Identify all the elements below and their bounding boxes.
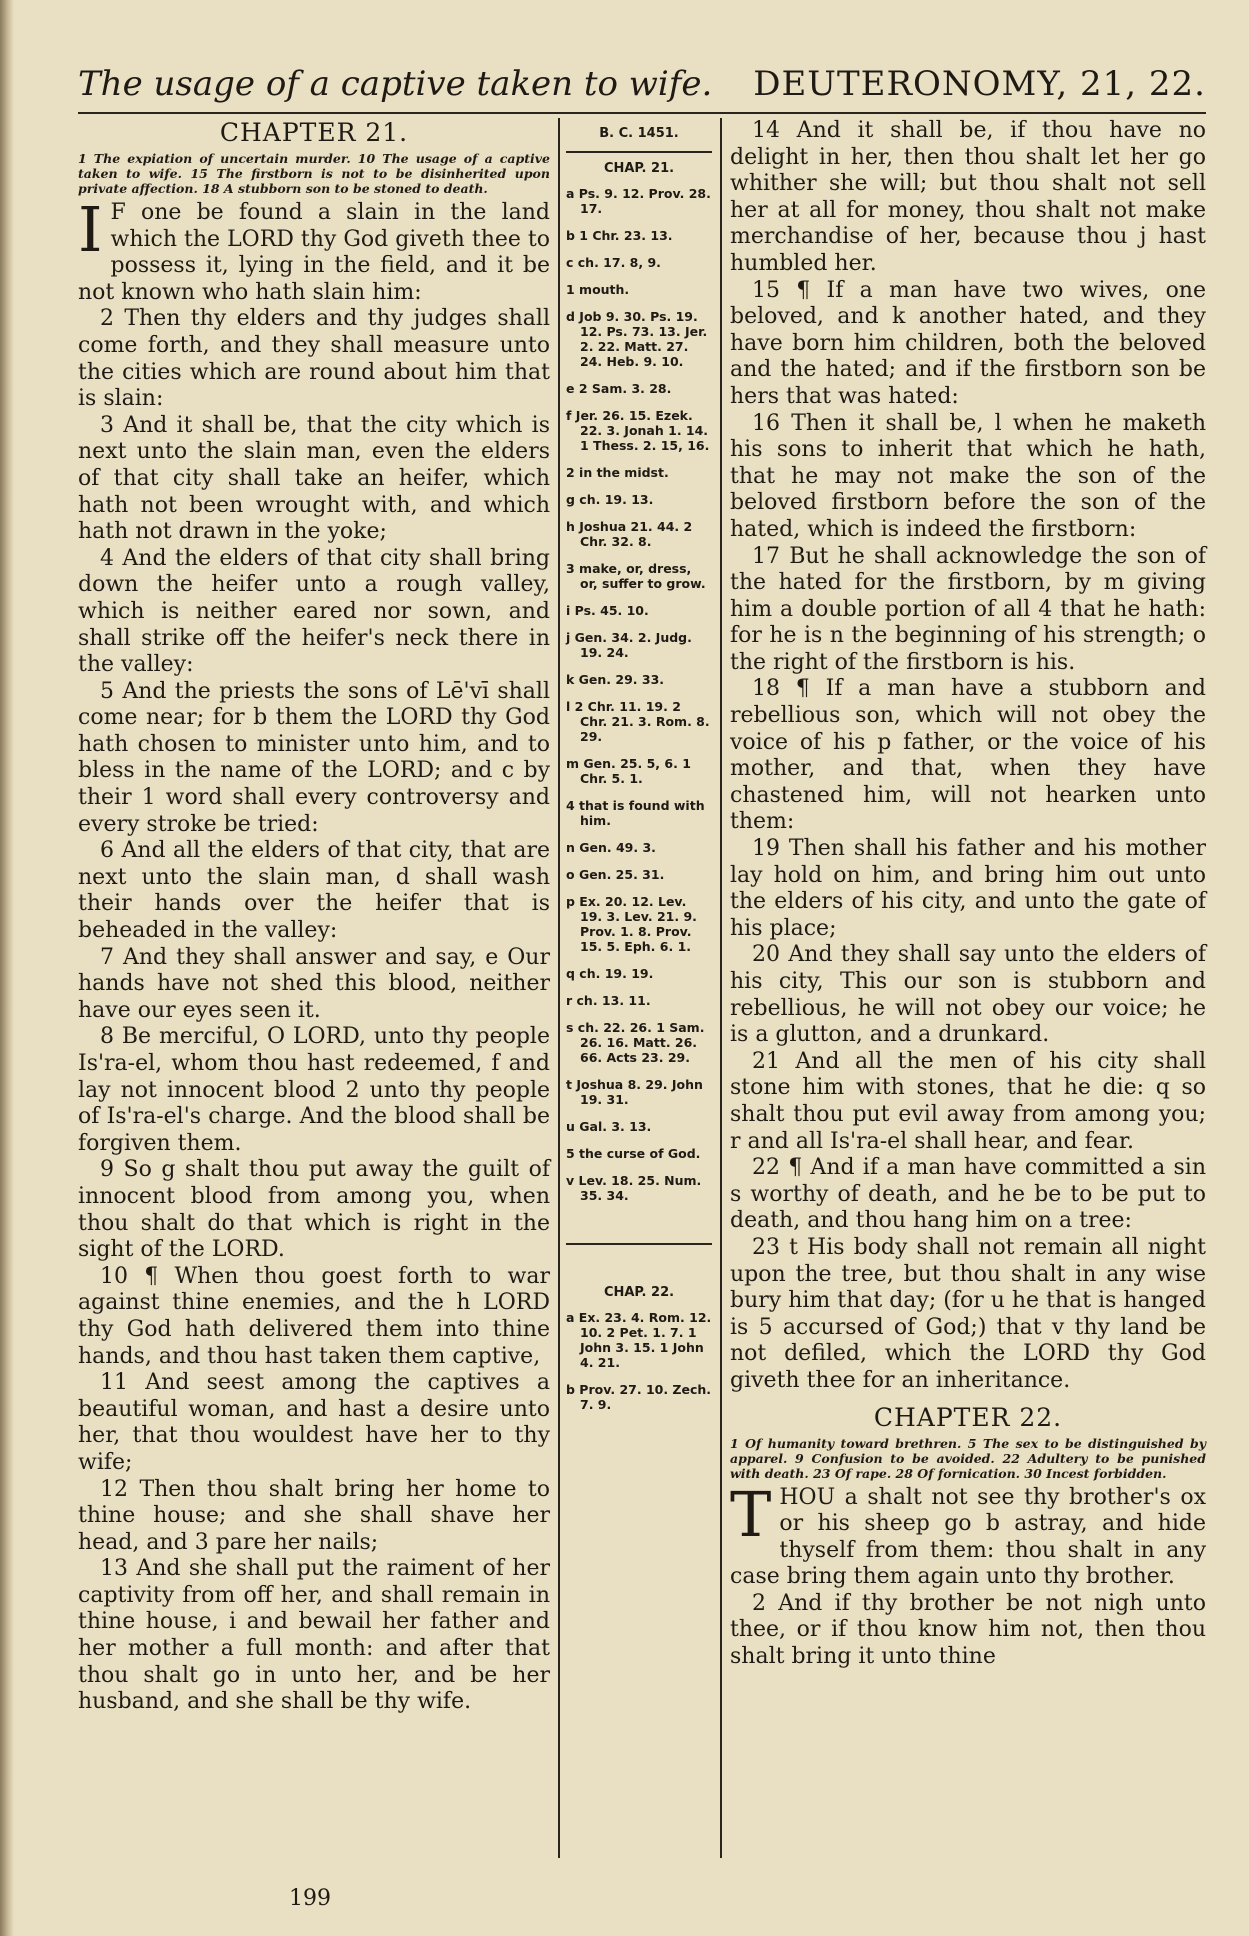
margin-reference: c ch. 17. 8, 9. bbox=[566, 255, 661, 270]
chapter-21-dropcap: I bbox=[78, 193, 103, 266]
margin-reference: g ch. 19. 13. bbox=[566, 492, 654, 507]
margin-reference: 5 the curse of God. bbox=[566, 1146, 701, 1161]
margin-separator bbox=[566, 151, 712, 153]
margin-reference: p Ex. 20. 12. Lev. 19. 3. Lev. 21. 9. Prov. 1. 8. Prov. 15. 5. Eph. 6. 1. bbox=[566, 894, 697, 954]
margin-chap21-label: CHAP. 21. bbox=[603, 161, 675, 176]
margin-reference: d Job 9. 30. Ps. 19. 12. Ps. 73. 13. Jer. 2. 22. Matt. 27. 24. Heb. 9. 10. bbox=[566, 309, 708, 369]
verse: 15 ¶ If a man have two wives, one beloved, and k another hated, and they have born him children, both the beloved and the hated; and if the firstborn son be hers that was hated: bbox=[730, 277, 1206, 409]
margin-reference: 3 make, or, dress, or, suffer to grow. bbox=[566, 561, 706, 591]
margin-reference: 1 mouth. bbox=[566, 282, 630, 297]
margin-reference: a Ex. 23. 4. Rom. 12. 10. 2 Pet. 1. 7. 1 John 3. 15. 1 John 4. 21. bbox=[566, 1310, 712, 1370]
margin-reference: q ch. 19. 19. bbox=[566, 966, 654, 981]
margin-reference: n Gen. 49. 3. bbox=[566, 840, 656, 855]
margin-reference: i Ps. 45. 10. bbox=[566, 603, 649, 618]
margin-reference: r ch. 13. 11. bbox=[566, 993, 651, 1008]
margin-date: B. C. 1451. bbox=[599, 126, 679, 141]
verse: 14 And it shall be, if thou have no delight in her, then thou shalt let her go whither she will; but thou shalt not sell her at all for money, thou shalt not make merchandise of her, because thou j hast humbled her. bbox=[730, 118, 1206, 276]
margin-reference: b 1 Chr. 23. 13. bbox=[566, 228, 673, 243]
chapter-21-title: CHAPTER 21. bbox=[219, 118, 409, 147]
right-text-column bbox=[730, 118, 1206, 1888]
verse: 23 t His body shall not remain all night upon the tree, but thou shalt in any wise bury him that day; (for u he that is hanged is 5 accursed of God;) that v thy land be not defiled, which the LORD thy God giveth thee for an inheritance. bbox=[730, 1234, 1206, 1393]
margin-reference: t Joshua 8. 29. John 19. 31. bbox=[566, 1077, 703, 1107]
margin-reference: 2 in the midst. bbox=[566, 465, 669, 480]
verse: 8 Be merciful, O LORD, unto thy people Is'ra-el, whom thou hast redeemed, f and lay not innocent blood 2 unto thy people of Is'ra-el's charge. And the blood shall be forgiven them. bbox=[78, 1024, 550, 1156]
verse: 13 And she shall put the raiment of her captivity from off her, and shall remain in thine house, i and bewail her father and her mother a full month: and after that thou shalt go in unto her, and be her husband, and she shall be thy wife. bbox=[78, 1556, 550, 1715]
chapter-22-verses bbox=[730, 1477, 1206, 1671]
running-header bbox=[78, 62, 1206, 108]
margin-reference: b Prov. 27. 10. Zech. 7. 9. bbox=[566, 1382, 712, 1412]
margin-reference: l 2 Chr. 11. 19. 2 Chr. 21. 3. Rom. 8. 29. bbox=[566, 699, 710, 744]
margin-reference: m Gen. 25. 5, 6. 1 Chr. 5. 1. bbox=[566, 756, 691, 786]
verse: 4 And the elders of that city shall bring down the heifer unto a rough valley, which is neither eared nor sown, and shall strike off the heifer's neck there in the valley: bbox=[78, 545, 550, 678]
verse: 9 So g shalt thou put away the guilt of innocent blood from among you, when thou shalt do that which is right in the sight of the LORD. bbox=[78, 1157, 550, 1263]
verse: HOU a shalt not see thy brother's ox or his sheep go b astray, and hide thyself from them: thou shalt in any case bring them again unto thy brother. bbox=[730, 1484, 1206, 1590]
margin-reference: a Ps. 9. 12. Prov. 28. 17. bbox=[566, 186, 711, 216]
left-text-column bbox=[78, 118, 550, 1888]
page-binding-shadow bbox=[0, 0, 14, 1936]
margin-reference: o Gen. 25. 31. bbox=[566, 867, 665, 882]
verse: 7 And they shall answer and say, e Our hands have not shed this blood, neither have our eyes seen it. bbox=[78, 944, 550, 1023]
header-left-title: The usage of a captive taken to wife. bbox=[78, 64, 713, 104]
margin-reference: f Jer. 26. 15. Ezek. 22. 3. Jonah 1. 14. 1 Thess. 2. 15, 16. bbox=[566, 408, 710, 453]
margin-reference: s ch. 22. 26. 1 Sam. 26. 16. Matt. 26. 66. Acts 23. 29. bbox=[566, 1020, 705, 1065]
margin-reference: e 2 Sam. 3. 28. bbox=[566, 381, 672, 396]
verse: 5 And the priests the sons of Lē'vī shall come near; for b them the LORD thy God hath chosen to minister unto him, and to bless in the name of the LORD; and c by their 1 word shall every controversy and every stroke be tried: bbox=[78, 678, 550, 837]
verse: 2 Then thy elders and thy judges shall come forth, and they shall measure unto the cities which are round about him that is slain: bbox=[78, 306, 550, 412]
verse: 19 Then shall his father and his mother lay hold on him, and bring him out unto the elders of his city, and unto the gate of his place; bbox=[730, 836, 1206, 941]
chapter-21-verses-left bbox=[78, 193, 550, 1716]
verse: 18 ¶ If a man have a stubborn and rebellious son, which will not obey the voice of his p father, or the voice of his mother, and that, when they have chastened him, will not hearken unto them: bbox=[730, 676, 1206, 835]
verse: F one be found a slain in the land which the LORD thy God giveth thee to possess it, lying in the field, and it be not known who hath slain him: bbox=[78, 200, 550, 305]
chapter-22-summary: 1 Of humanity toward brethren. 5 The sex to be distinguished by apparel. 9 Confusion to be avoided. 22 Adultery to be punished with death. 23 Of rape. 28 Of fornication. 30 Incest forbidden. bbox=[730, 1435, 1206, 1481]
verse: 20 And they shall say unto the elders of his city, This our son is stubborn and rebellious, he will not obey our voice; he is a glutton, and a drunkard. bbox=[730, 942, 1206, 1048]
chapter-22-dropcap: T bbox=[730, 1477, 772, 1551]
verse: 22 ¶ And if a man have committed a sin s worthy of death, and he be to be put to death, and thou hang him on a tree: bbox=[730, 1155, 1206, 1234]
margin-reference: h Joshua 21. 44. 2 Chr. 32. 8. bbox=[566, 519, 693, 549]
verse: 16 Then it shall be, l when he maketh his sons to inherit that which he hath, that he may not make the son of the beloved firstborn before the son of the hated, which is indeed the firstborn: bbox=[730, 410, 1206, 542]
verse: 3 And it shall be, that the city which is next unto the slain man, even the elders of that city shall take an heifer, which hath not been wrought with, and which hath not drawn in the yoke; bbox=[78, 412, 550, 545]
margin-reference: 4 that is found with him. bbox=[566, 798, 705, 828]
verse: 12 Then thou shalt bring her home to thine house; and she shall shave her head, and 3 pare her nails; bbox=[78, 1476, 550, 1555]
column-divider-left bbox=[558, 118, 560, 1858]
chapter-21-verses-right bbox=[730, 118, 1206, 1395]
header-book-reference: DEUTERONOMY, 21, 22. bbox=[753, 64, 1206, 104]
chapter-22-title: CHAPTER 22. bbox=[873, 1402, 1063, 1432]
margin-reference: u Gal. 3. 13. bbox=[566, 1119, 652, 1134]
header-rule bbox=[78, 112, 1206, 114]
margin-references bbox=[566, 118, 712, 1888]
chapter-21-summary: 1 The expiation of uncertain murder. 10 The usage of a captive taken to wife. 15 The firstborn is not to be disinherited upon private affection. 18 A stubborn son to be stoned to death. bbox=[78, 151, 550, 196]
margin-refs-chapter-21 bbox=[566, 186, 712, 1203]
page-number: 199 bbox=[289, 1886, 331, 1911]
verse: 21 And all the men of his city shall stone him with stones, that he die: q so shalt thou put evil away from among you; r and all Is'ra-el shall hear, and fear. bbox=[730, 1048, 1206, 1154]
verse: 2 And if thy brother be not nigh unto thee, or if thou know him not, then thou shalt bring it unto thine bbox=[730, 1590, 1206, 1670]
column-divider-right bbox=[720, 118, 722, 1858]
margin-reference: j Gen. 34. 2. Judg. 19. 24. bbox=[566, 630, 692, 660]
margin-reference: k Gen. 29. 33. bbox=[566, 672, 665, 687]
margin-reference: v Lev. 18. 25. Num. 35. 34. bbox=[566, 1173, 702, 1203]
margin-refs-chapter-22 bbox=[566, 1310, 712, 1412]
margin-chap22-label: CHAP. 22. bbox=[603, 1285, 675, 1300]
verse: 10 ¶ When thou goest forth to war against thine enemies, and the h LORD thy God hath delivered them into thine hands, and thou hast taken them captive, bbox=[78, 1263, 550, 1369]
verse: 6 And all the elders of that city, that are next unto the slain man, d shall wash their hands over the heifer that is beheaded in the valley: bbox=[78, 838, 550, 944]
verse: 11 And seest among the captives a beautiful woman, and hast a desire unto her, that thou wouldest have her to thy wife; bbox=[78, 1370, 550, 1475]
margin-separator-2 bbox=[566, 1243, 712, 1245]
verse: 17 But he shall acknowledge the son of the hated for the firstborn, by m giving him a double portion of all 4 that he hath: for he is n the beginning of his strength; o the right of the firstborn is his. bbox=[730, 543, 1206, 675]
